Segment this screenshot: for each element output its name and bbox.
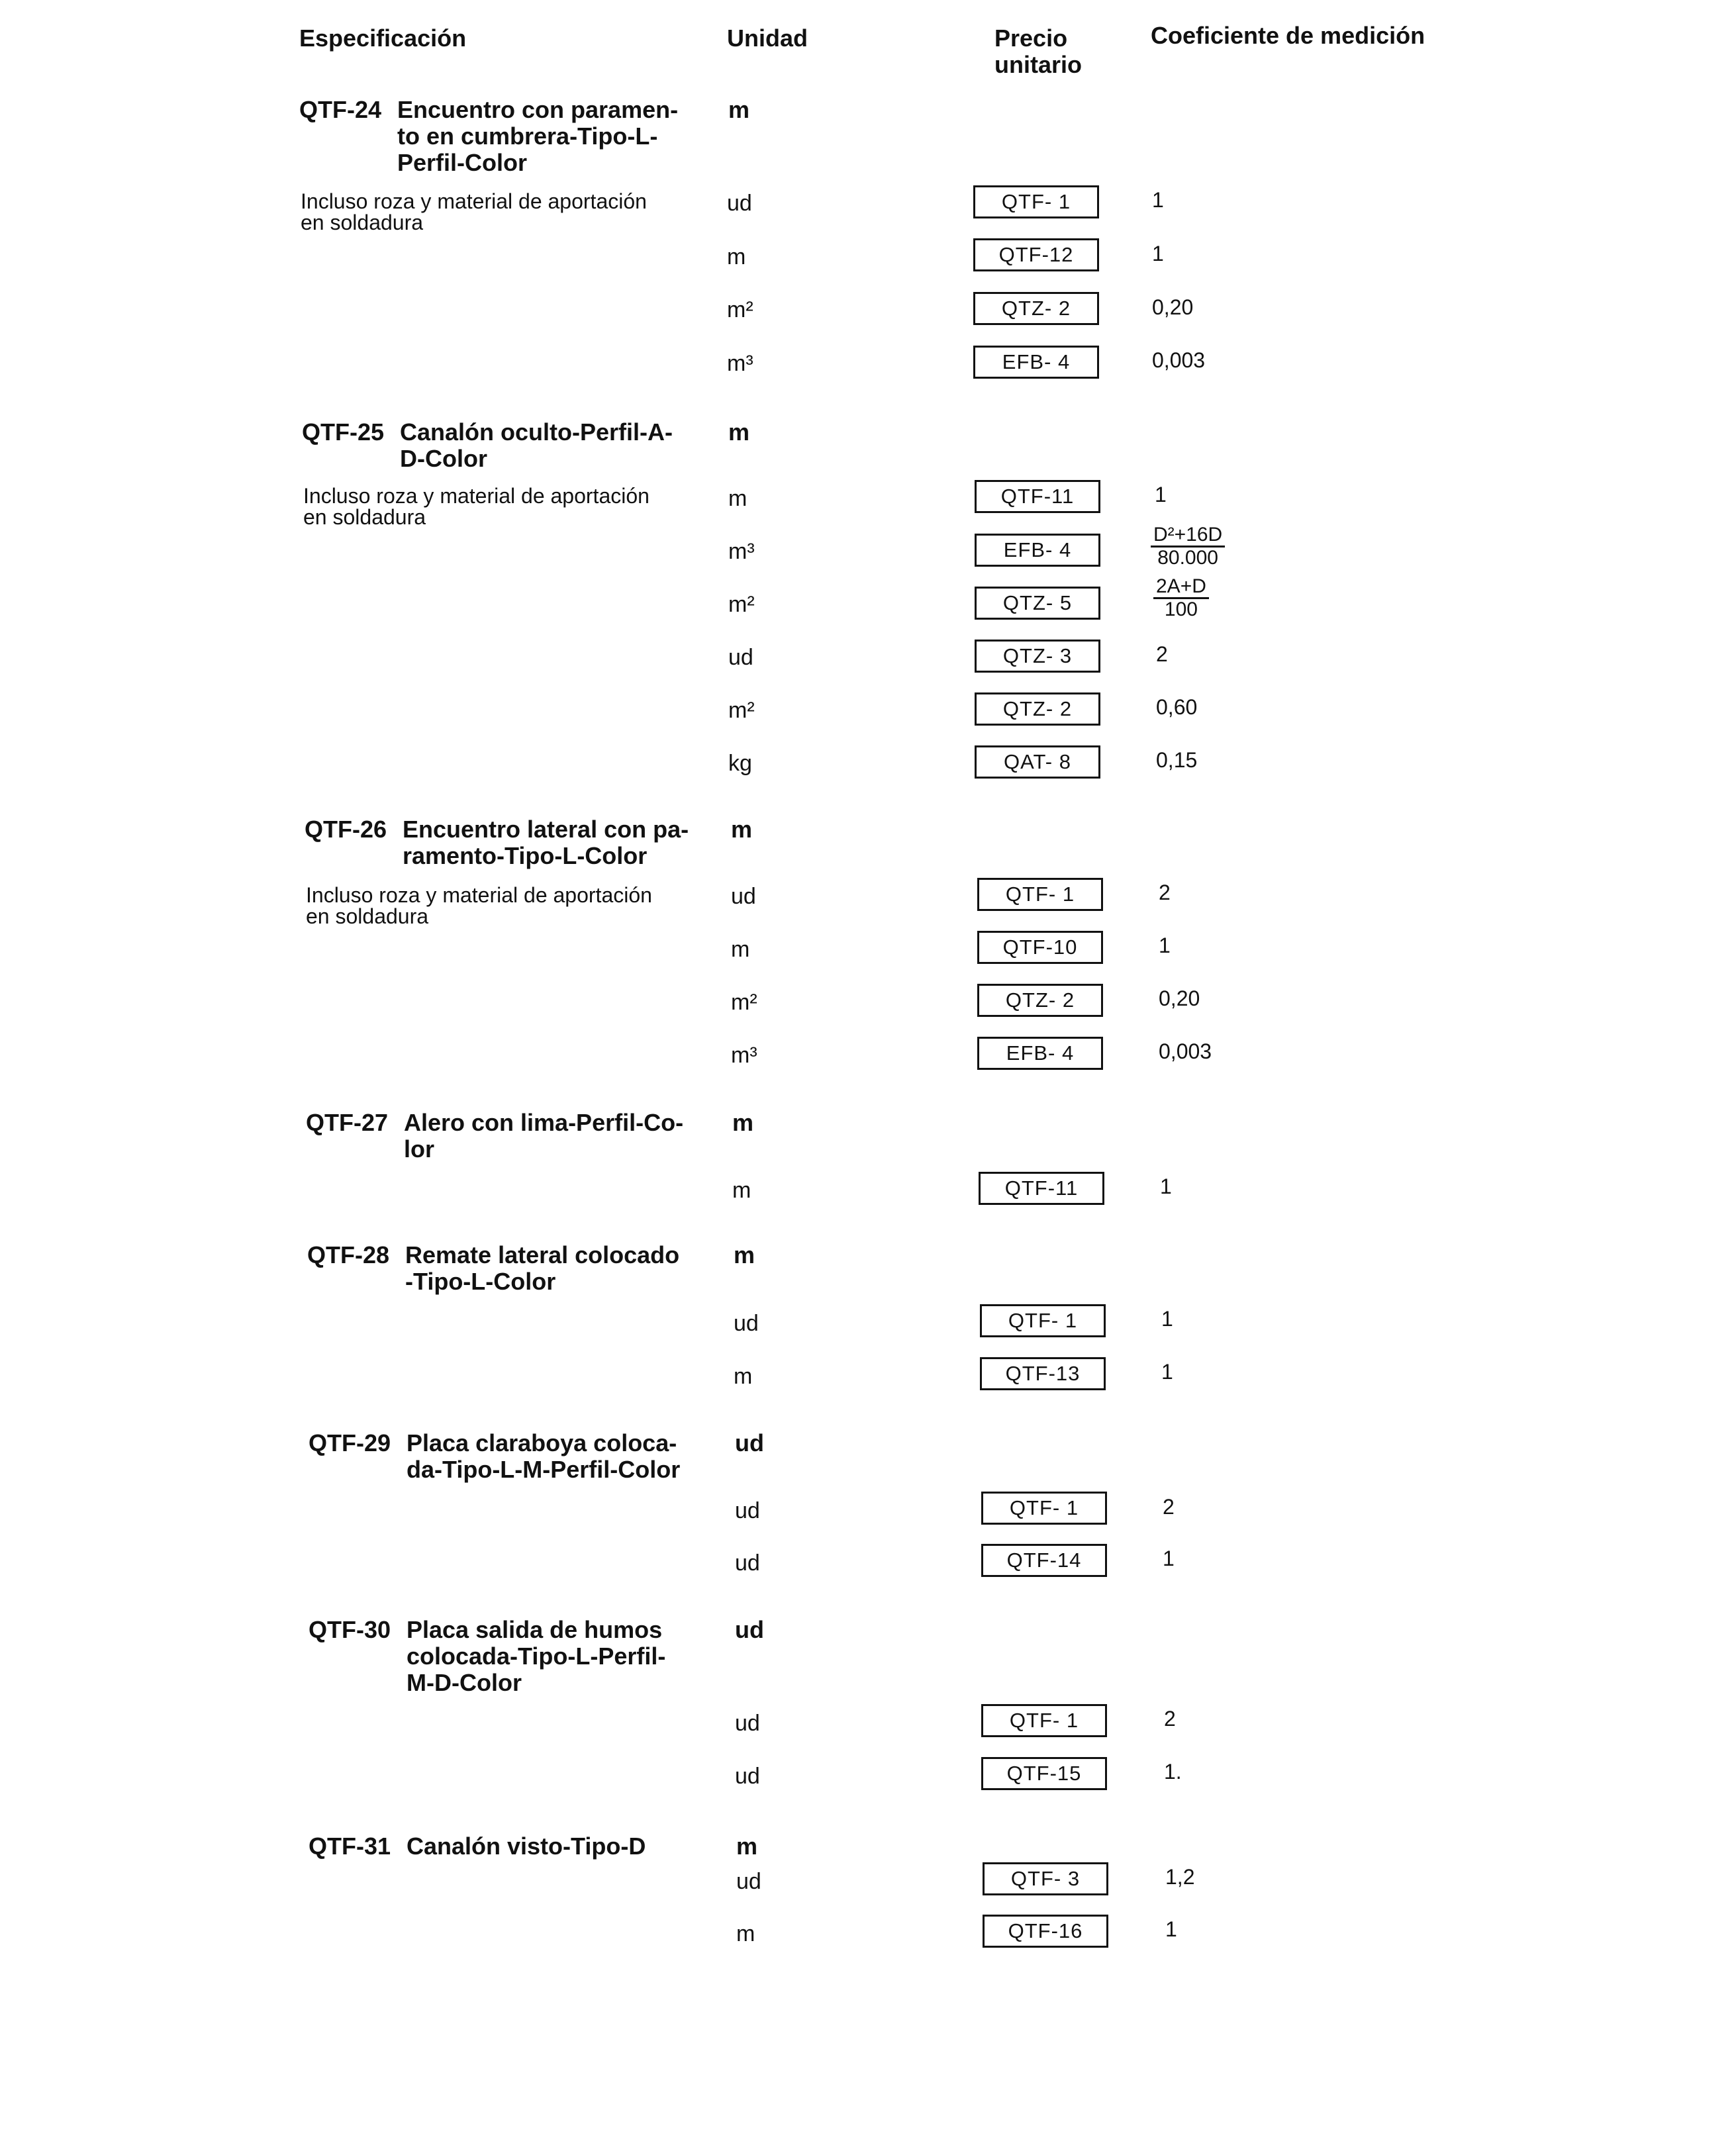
header-specification: Especificación [299, 24, 467, 52]
row-coefficient: 0,003 [1159, 1039, 1212, 1063]
item-note: Incluso roza y material de aportación en soldadura [301, 189, 647, 234]
unit-price-code: QTZ- 2 [973, 292, 1099, 325]
unit-price-code: EFB- 4 [973, 346, 1099, 379]
row-coefficient: 1 [1165, 1917, 1177, 1941]
row-coefficient: 0,20 [1152, 295, 1194, 319]
row-unit: m³ [728, 539, 755, 564]
item-unit: m [736, 1833, 758, 1860]
row-unit: m³ [731, 1043, 757, 1068]
unit-price-code: EFB- 4 [977, 1037, 1103, 1070]
unit-price-code: EFB- 4 [975, 534, 1100, 567]
unit-price-code: QTF- 1 [981, 1492, 1107, 1525]
row-unit: m [727, 244, 746, 269]
fraction-denominator: 80.000 [1157, 547, 1218, 569]
row-unit: m [734, 1364, 753, 1389]
item-unit: m [734, 1241, 755, 1268]
header-unit: Unidad [727, 24, 808, 52]
row-coefficient: 2 [1163, 1495, 1175, 1519]
item-note: Incluso roza y material de aportación en soldadura [306, 883, 652, 928]
header-unit-price: Precio unitario [994, 24, 1082, 78]
row-coefficient: 1 [1161, 1360, 1173, 1384]
row-coefficient: 0,60 [1156, 695, 1198, 719]
item-code: QTF-31 [309, 1833, 391, 1860]
item-unit: ud [735, 1616, 764, 1643]
row-unit: ud [727, 191, 752, 216]
item-unit: ud [735, 1429, 764, 1456]
item-note: Incluso roza y material de aportación en soldadura [303, 484, 650, 529]
header-measurement-coefficient: Coeficiente de medición [1151, 22, 1425, 49]
item-code: QTF-29 [309, 1429, 391, 1456]
unit-price-code: QTF-12 [973, 238, 1099, 271]
row-coefficient: 1 [1160, 1174, 1172, 1198]
row-unit: ud [734, 1311, 759, 1336]
row-unit: ud [735, 1550, 760, 1576]
unit-price-code: QAT- 8 [975, 745, 1100, 779]
item-unit: m [732, 1109, 754, 1136]
row-unit: m [728, 486, 747, 511]
row-unit: m [731, 937, 750, 962]
fraction-denominator: 100 [1164, 598, 1198, 620]
row-unit: m² [728, 592, 755, 617]
item-title: Canalón oculto-Perfil-A- D-Color [400, 418, 673, 472]
row-coefficient: 1,2 [1165, 1865, 1195, 1889]
row-coefficient: 0,20 [1159, 986, 1200, 1010]
item-code: QTF-27 [306, 1109, 389, 1136]
row-coefficient: 1 [1163, 1547, 1175, 1570]
unit-price-code: QTF-11 [975, 480, 1100, 513]
unit-price-code: QTF- 1 [980, 1304, 1106, 1337]
row-coefficient: 0,15 [1156, 748, 1198, 772]
item-code: QTF-30 [309, 1616, 391, 1643]
fraction-numerator: D²+16D [1151, 524, 1225, 548]
row-coefficient: 2 [1159, 881, 1171, 904]
unit-price-code: QTZ- 3 [975, 640, 1100, 673]
row-coefficient-fraction [1151, 524, 1225, 569]
unit-price-code: QTZ- 2 [977, 984, 1103, 1017]
row-unit: m² [731, 990, 757, 1015]
item-unit: m [728, 96, 750, 123]
row-unit: m [736, 1921, 755, 1946]
unit-price-code: QTF- 1 [973, 185, 1099, 218]
row-unit: m³ [727, 351, 753, 376]
fraction-numerator: 2A+D [1153, 576, 1209, 599]
row-coefficient: 1 [1152, 242, 1164, 265]
item-code: QTF-24 [299, 96, 382, 123]
item-unit: m [731, 816, 753, 843]
item-title: Remate lateral colocado -Tipo-L-Color [405, 1241, 680, 1295]
item-title: Placa salida de humos colocada-Tipo-L-Perfil- M-D-Color [407, 1616, 666, 1696]
row-coefficient: 2 [1164, 1707, 1176, 1731]
unit-price-code: QTF- 1 [981, 1704, 1107, 1737]
row-coefficient: 1 [1159, 933, 1171, 957]
item-title: Canalón visto-Tipo-D [407, 1833, 646, 1860]
item-unit: m [728, 418, 750, 446]
item-title: Alero con lima-Perfil-Co- lor [404, 1109, 684, 1163]
row-coefficient-fraction [1153, 576, 1209, 620]
row-coefficient: 1. [1164, 1760, 1182, 1784]
row-unit: ud [736, 1869, 761, 1894]
row-coefficient: 1 [1155, 483, 1167, 506]
unit-price-code: QTZ- 2 [975, 692, 1100, 726]
row-unit: ud [735, 1711, 760, 1736]
item-title: Encuentro con paramen- to en cumbrera-Tipo-L- Perfil-Color [397, 96, 679, 176]
unit-price-code: QTF-14 [981, 1544, 1107, 1577]
unit-price-code: QTF-11 [979, 1172, 1104, 1205]
unit-price-code: QTF-10 [977, 931, 1103, 964]
row-coefficient: 2 [1156, 642, 1168, 666]
row-coefficient: 1 [1152, 188, 1164, 212]
row-unit: m² [727, 297, 753, 322]
unit-price-code: QTF-16 [983, 1915, 1108, 1948]
unit-price-code: QTF- 1 [977, 878, 1103, 911]
unit-price-code: QTF- 3 [983, 1862, 1108, 1895]
row-unit: kg [728, 751, 752, 776]
item-code: QTF-28 [307, 1241, 390, 1268]
item-code: QTF-25 [302, 418, 385, 446]
item-title: Encuentro lateral con pa- ramento-Tipo-L-Color [403, 816, 689, 869]
row-unit: ud [735, 1764, 760, 1789]
unit-price-code: QTZ- 5 [975, 587, 1100, 620]
row-unit: m [732, 1178, 751, 1203]
row-unit: ud [728, 645, 753, 670]
row-unit: ud [731, 884, 756, 909]
unit-price-code: QTF-15 [981, 1757, 1107, 1790]
row-coefficient: 1 [1161, 1307, 1173, 1331]
row-unit: ud [735, 1498, 760, 1523]
unit-price-code: QTF-13 [980, 1357, 1106, 1390]
item-title: Placa claraboya coloca- da-Tipo-L-M-Perfil-Color [407, 1429, 681, 1483]
item-code: QTF-26 [305, 816, 387, 843]
row-coefficient: 0,003 [1152, 348, 1206, 372]
row-unit: m² [728, 698, 755, 723]
